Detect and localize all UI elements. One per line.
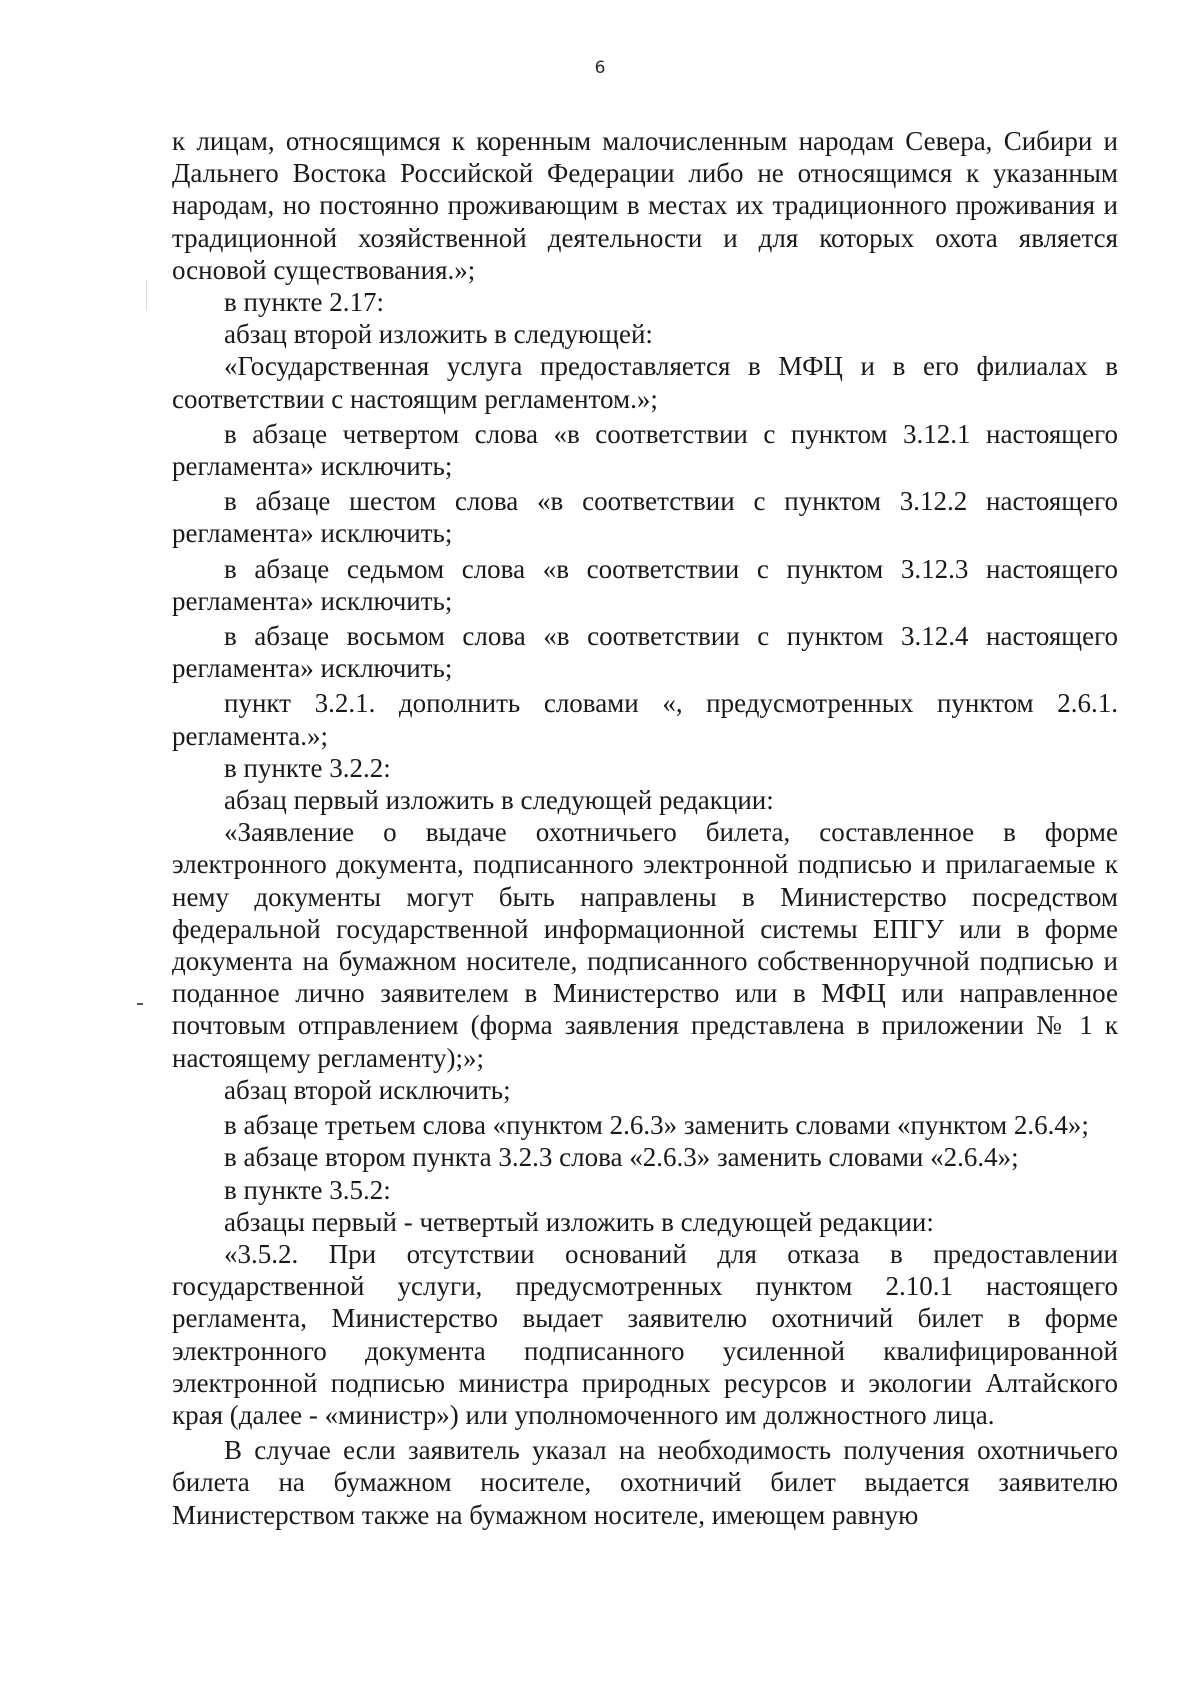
document-body [172, 125, 1118, 1531]
scan-edge-mark [146, 280, 147, 310]
paragraph-quote-zayavlenie: «Заявление о выдаче охотничьего билета, составленное в форме электронного документа, подписанного электронной подписью и прилагаемые к нему документы могут быть направлены в Министерство посредством федеральной государственной информационной системы ЕПГУ или в форме документа на бумажном носителе, подписанного собственноручной подписью и поданное лично заявителем в Министерство или в МФЦ или направленное почтовым отправлением (форма заявления представлена в приложении № 1 к настоящему регламенту);»; [172, 817, 1118, 1073]
paragraph-abzacy-pervyy-chetvertyy: абзацы первый - четвертый изложить в следующей редакции: [224, 1206, 934, 1237]
page-number: 6 [594, 58, 606, 78]
paragraph-abzac-vosmoy: в абзаце восьмом слова «в соответствии с пунктом 3.12.4 настоящего регламента» исключить; [172, 621, 1118, 684]
paragraph-item-3-5-2: в пункте 3.5.2: [224, 1174, 391, 1205]
paragraph-continuation: к лицам, относящимся к коренным малочисленным народам Севера, Сибири и Дальнего Востока Российской Федерации либо не относящимся к указанным народам, но постоянно проживающим в местах их традиционного проживания и традиционной хозяйственной деятельности и для которых охота является основой существования.»; [172, 126, 1118, 285]
paragraph-quote-3-5-2: «3.5.2. При отсутствии оснований для отказа в предоставлении государственной услуги, предусмотренных пунктом 2.10.1 настоящего регламента, Министерство выдает заявителю охотничий билет в форме электронного документа подписанного усиленной квалифицированной электронной подписью министра природных ресурсов и экологии Алтайского края (далее - «министр») или уполномоченного им должностного лица. [172, 1238, 1118, 1430]
paragraph-abzac-tretiy: в абзаце третьем слова «пунктом 2.6.3» заменить словами «пунктом 2.6.4»; [224, 1110, 1089, 1141]
paragraph-abzac-pervyy: абзац первый изложить в следующей редакции: [224, 785, 774, 816]
paragraph-abzac-vtoroy-isklyuchit: абзац второй исключить; [224, 1074, 511, 1105]
paragraph-item-2-17: в пункте 2.17: [224, 287, 384, 318]
paragraph-abzac-shestoy: в абзаце шестом слова «в соответствии с пунктом 3.12.2 настоящего регламента» исключить; [172, 486, 1118, 549]
paragraph-item-3-2-2: в пункте 3.2.2: [224, 752, 391, 783]
paragraph-v-sluchae: В случае если заявитель указал на необходимость получения охотничьего билета на бумажном носителе, охотничий билет выдается заявителю Министерством также на бумажном носителе, имеющем равную [172, 1435, 1118, 1530]
paragraph-quote-gosusluga: «Государственная услуга предоставляется в МФЦ и в его филиалах в соответствии с настоящим регламентом.»; [172, 351, 1118, 414]
paragraph-abzac-sedmoy: в абзаце седьмом слова «в соответствии с пунктом 3.12.3 настоящего регламента» исключить; [172, 553, 1118, 616]
paragraph-abzac-chetvertyy: в абзаце четвертом слова «в соответствии с пунктом 3.12.1 настоящего регламента» исключить; [172, 418, 1118, 482]
paragraph-punkt-3-2-3: в абзаце втором пункта 3.2.3 слова «2.6.3» заменить словами «2.6.4»; [224, 1142, 1019, 1173]
paragraph-abzac-vtoroy: абзац второй изложить в следующей: [224, 319, 653, 350]
margin-dash-mark [137, 1003, 143, 1005]
paragraph-punkt-3-2-1: пункт 3.2.1. дополнить словами «, предусмотренных пунктом 2.6.1. регламента.»; [172, 688, 1118, 751]
